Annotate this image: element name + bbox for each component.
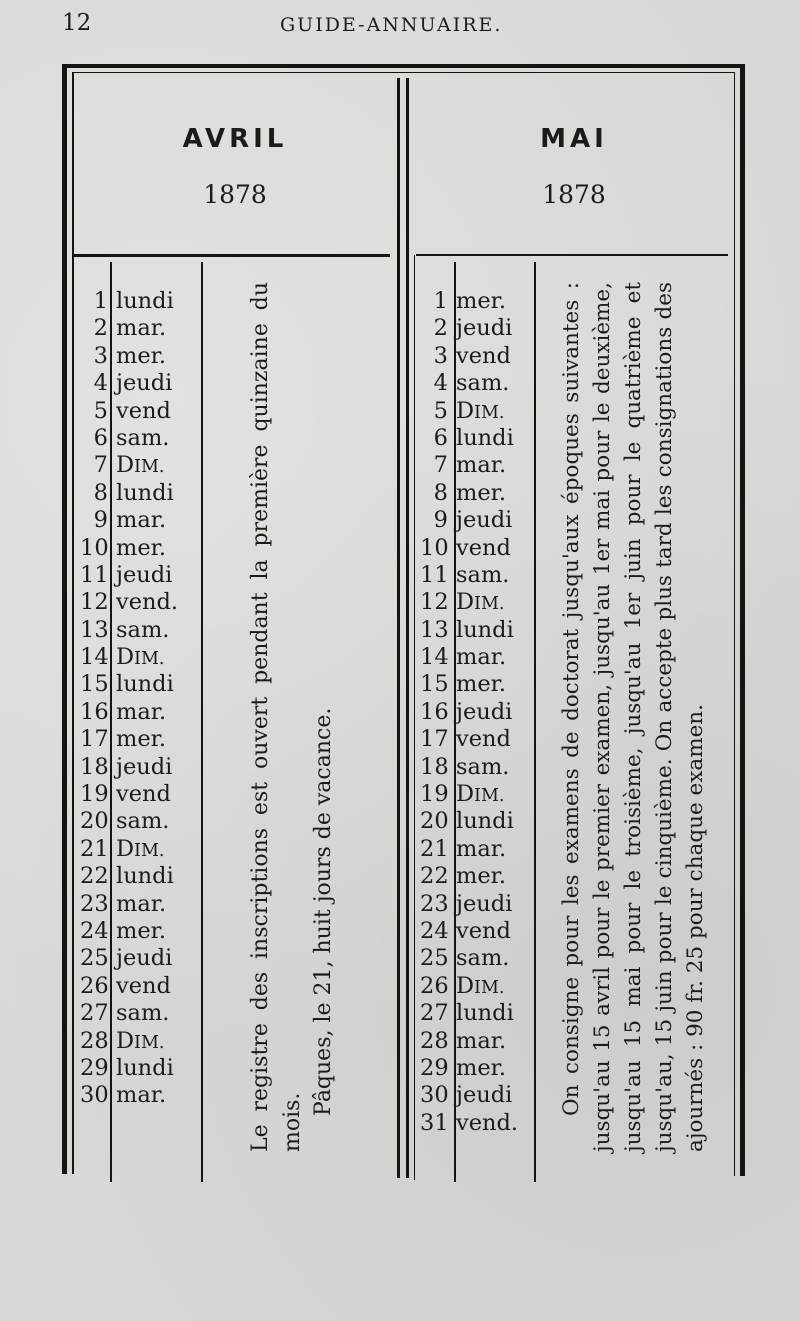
day-name: lundi [456,616,514,643]
day-row [80,836,178,863]
april-year: 1878 [203,180,267,209]
day-row [80,699,178,726]
day-row [80,425,178,452]
day-row [80,644,178,671]
day-row [80,589,178,616]
april-month-name: AVRIL [182,124,288,154]
day-row [80,918,178,945]
day-row [420,918,518,945]
day-name: mar. [116,507,167,534]
day-name: mer. [456,479,507,506]
frame-left-rule [62,64,67,1174]
day-number: 25 [80,945,109,972]
day-number: 11 [80,561,109,588]
day-name: vend [456,726,511,753]
day-row [420,370,518,397]
day-name: mar. [456,644,507,671]
frame-center-rule-3 [414,255,415,1180]
day-number: 3 [93,342,108,369]
day-name: vend [116,972,171,999]
day-row [420,671,518,698]
day-row [80,808,178,835]
day-number: 1 [93,288,108,314]
day-row [80,617,178,644]
day-row [420,1110,518,1137]
day-name: mar. [116,890,167,917]
day-number: 4 [433,370,448,397]
day-name: DIM. [456,589,505,616]
day-row [420,480,518,507]
april-day-list [80,288,178,1110]
may-month-name: MAI [540,124,608,154]
day-name: jeudi [456,698,513,725]
frame-top-rule-inner [72,72,734,73]
day-number: 5 [93,397,108,424]
day-name: DIM. [116,452,165,479]
day-number: 13 [420,616,449,643]
day-row [420,398,518,425]
day-number: 22 [80,863,109,890]
day-number: 9 [93,507,108,534]
day-name: mer. [456,863,507,890]
day-row [420,288,518,315]
day-row [80,535,178,562]
day-row [420,1082,518,1109]
day-number: 26 [420,972,449,999]
day-name: jeudi [116,370,173,397]
day-name: DIM. [456,781,505,808]
day-row [420,589,518,616]
day-name: mer. [456,288,507,314]
day-number: 28 [80,1027,109,1054]
day-row [80,754,178,781]
day-name: jeudi [456,1082,513,1109]
day-number: 24 [80,917,109,944]
day-number: 16 [420,698,449,725]
day-number: 13 [80,616,109,643]
may-day-list [420,288,518,1137]
day-number: 30 [80,1082,109,1109]
day-row [80,1055,178,1082]
day-name: sam. [456,370,510,397]
day-name: DIM. [116,835,165,862]
day-number: 10 [80,534,109,561]
day-number: 23 [420,890,449,917]
day-name: jeudi [456,315,513,342]
frame-right-rule [740,64,745,1176]
day-name: mar. [116,698,167,725]
day-name: sam. [456,753,510,780]
frame-center-rule [397,78,400,1178]
day-number: 22 [420,863,449,890]
april-header-rule [74,254,390,257]
day-row [80,1028,178,1055]
day-number: 21 [80,835,109,862]
running-header [0,8,800,38]
may-header-rule [416,254,728,256]
day-name: sam. [456,945,510,972]
day-name: mar. [456,835,507,862]
day-row [80,288,178,315]
day-number: 27 [420,1000,449,1027]
day-number: 29 [80,1054,109,1081]
frame-center-rule-2 [406,78,409,1178]
day-number: 16 [80,698,109,725]
day-name: DIM. [456,972,505,999]
day-row [80,315,178,342]
day-name: vend [116,781,171,808]
day-name: lundi [456,424,514,451]
day-row [80,1082,178,1109]
day-row [80,343,178,370]
day-number: 27 [80,1000,109,1027]
day-name: DIM. [456,397,505,424]
frame-top-rule [62,64,744,68]
day-name: lundi [116,863,174,890]
may-note-doctorate-deadlines: On consigne pour les examens de doctorat jusqu'aux époques suivantes : jusqu'au 15 avril pour le premier examen, jusqu'au 1er mai pour le deuxième, jusqu'au 15 mai pour le troisième, jusqu'au 1er juin pour le quatrième et jusqu'au, 15 juin pour le cinquième. On accepte plus tard les consignations des ajournés : 90 fr. 25 pour chaque examen. [559,282,708,1152]
day-row [80,480,178,507]
frame-right-rule-inner [734,72,735,1176]
day-row [420,808,518,835]
day-name: mar. [116,1082,167,1109]
day-name: sam. [116,808,170,835]
day-row [420,726,518,753]
day-name: jeudi [456,890,513,917]
day-row [80,1000,178,1027]
day-number: 25 [420,945,449,972]
day-name: lundi [116,479,174,506]
day-number: 10 [420,534,449,561]
day-row [420,781,518,808]
day-row [80,370,178,397]
day-name: sam. [116,1000,170,1027]
day-number: 4 [93,370,108,397]
day-row [80,726,178,753]
running-title: GUIDE-ANNUAIRE. [280,14,503,36]
day-number: 2 [433,315,448,342]
day-number: 31 [420,1109,449,1136]
day-name: mer. [456,671,507,698]
day-name: vend. [116,589,179,616]
day-number: 26 [80,972,109,999]
day-name: lundi [116,1054,174,1081]
day-name: vend [456,342,511,369]
day-row [420,452,518,479]
april-note-registration: Le registre des inscriptions est ouvert pendant la première quinzaine du mois. [248,282,305,1152]
day-number: 3 [433,342,448,369]
day-number: 17 [80,726,109,753]
day-name: vend [116,397,171,424]
day-row [420,973,518,1000]
day-number: 19 [420,781,449,808]
day-row [420,507,518,534]
day-row [420,891,518,918]
day-name: mer. [116,534,167,561]
day-number: 1 [433,288,448,314]
day-number: 21 [420,835,449,862]
day-row [420,535,518,562]
day-row [420,1000,518,1027]
page-number: 12 [62,10,92,36]
may-dayname-rule [534,262,536,1182]
day-row [420,699,518,726]
day-number: 12 [80,589,109,616]
day-row [80,671,178,698]
day-name: sam. [116,424,170,451]
day-number: 30 [420,1082,449,1109]
day-number: 29 [420,1054,449,1081]
day-name: mar. [456,1027,507,1054]
day-row [80,781,178,808]
day-number: 23 [80,890,109,917]
day-number: 14 [420,644,449,671]
day-number: 20 [80,808,109,835]
day-row [80,398,178,425]
day-name: lundi [456,1000,514,1027]
day-name: mer. [116,342,167,369]
day-name: jeudi [456,507,513,534]
day-number: 6 [433,424,448,451]
april-note [245,282,340,1152]
day-number: 19 [80,781,109,808]
day-row [420,836,518,863]
day-number: 18 [80,753,109,780]
day-number: 17 [420,726,449,753]
day-number: 15 [80,671,109,698]
day-number: 15 [420,671,449,698]
day-number: 28 [420,1027,449,1054]
day-row [420,754,518,781]
day-number: 7 [93,452,108,479]
day-row [420,617,518,644]
day-row [420,562,518,589]
day-name: mer. [116,917,167,944]
day-name: lundi [116,288,174,314]
day-name: lundi [456,808,514,835]
day-name: mar. [456,452,507,479]
day-number: 6 [93,424,108,451]
day-name: jeudi [116,945,173,972]
april-note-easter: Pâques, le 21, huit jours de vacance. [311,707,336,1116]
may-year: 1878 [542,180,606,209]
day-row [420,945,518,972]
frame-left-rule-inner [72,72,74,1174]
day-row [80,973,178,1000]
day-row [420,863,518,890]
day-row [80,507,178,534]
day-number: 24 [420,917,449,944]
day-number: 18 [420,753,449,780]
day-name: vend [456,917,511,944]
day-name: sam. [456,561,510,588]
day-number: 9 [433,507,448,534]
april-dayname-rule [201,262,203,1182]
day-name: mer. [456,1054,507,1081]
day-row [420,644,518,671]
day-row [80,891,178,918]
may-note [556,282,711,1152]
day-row [420,315,518,342]
day-row [420,425,518,452]
day-number: 2 [93,315,108,342]
day-number: 14 [80,644,109,671]
day-name: mar. [116,315,167,342]
day-row [420,343,518,370]
day-name: DIM. [116,644,165,671]
day-number: 12 [420,589,449,616]
day-name: lundi [116,671,174,698]
day-number: 8 [93,479,108,506]
day-number: 7 [433,452,448,479]
day-name: mer. [116,726,167,753]
day-row [420,1055,518,1082]
day-name: jeudi [116,753,173,780]
day-name: jeudi [116,561,173,588]
day-name: DIM. [116,1027,165,1054]
day-row [80,945,178,972]
day-number: 20 [420,808,449,835]
day-name: sam. [116,616,170,643]
day-number: 8 [433,479,448,506]
day-name: vend. [456,1109,519,1136]
day-number: 11 [420,561,449,588]
day-row [80,452,178,479]
day-row [80,863,178,890]
day-row [420,1028,518,1055]
day-number: 5 [433,397,448,424]
day-name: vend [456,534,511,561]
day-row [80,562,178,589]
